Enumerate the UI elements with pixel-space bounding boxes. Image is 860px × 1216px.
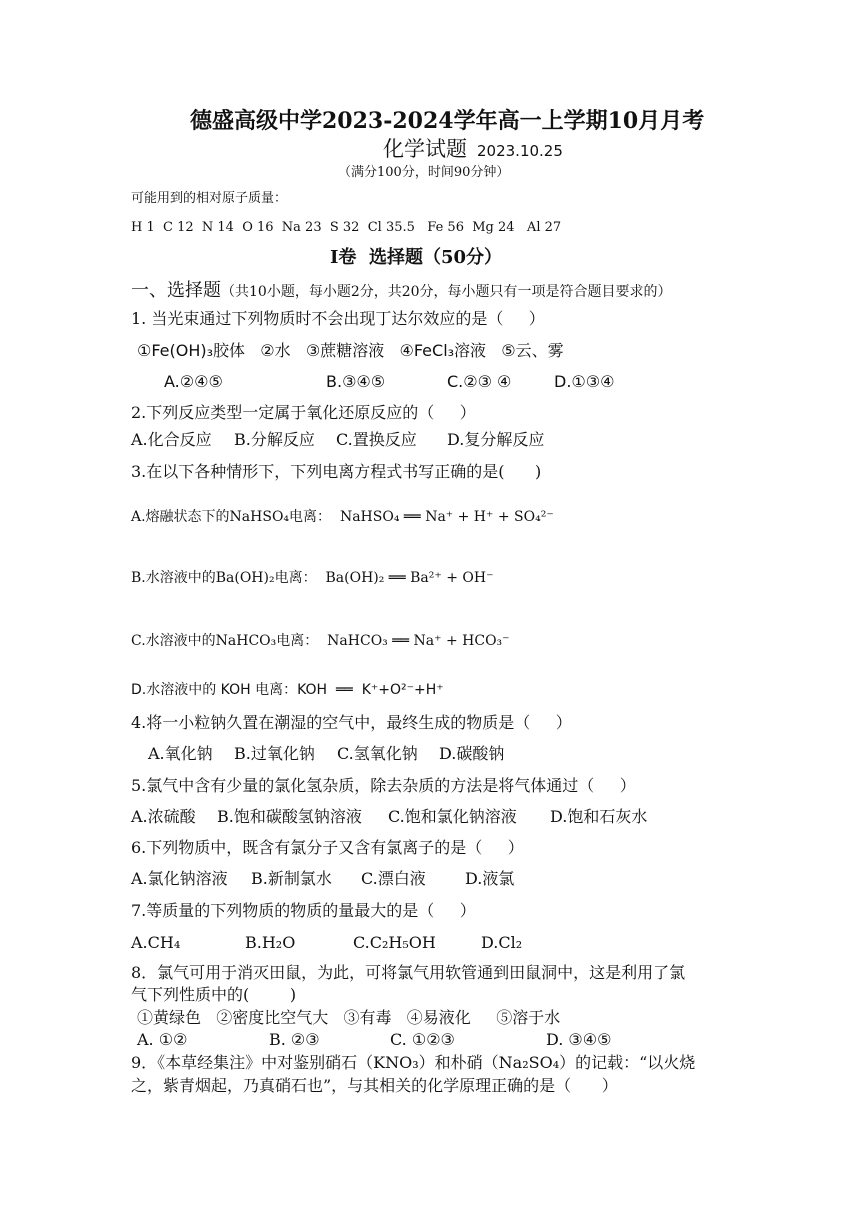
q8-stem-line1: 8．氯气可用于消灭田鼠，为此，可将氯气用软管通到田鼠洞中，这是利用了氯 [131, 963, 686, 982]
q1-items: ①Fe(OH)₃胶体 ②水 ③蔗糖溶液 ④FeCl₃溶液 ⑤云、雾 [137, 341, 564, 360]
exam-subtitle: 化学试题 [383, 137, 467, 161]
q4-option-d: D.碳酸钠 [439, 744, 505, 763]
q6-option-b: B.新制氯水 [251, 869, 332, 888]
q5-stem: 5.氯气中含有少量的氯化氢杂质，除去杂质的方法是将气体通过（ ） [131, 776, 636, 795]
q3-option-b: B.水溶液中的Ba(OH)₂电离： Ba(OH)₂ ══ Ba²⁺ + OH⁻ [131, 570, 494, 586]
q7-stem: 7.等质量的下列物质的物质的量最大的是（ ） [131, 901, 476, 920]
q4-option-b: B.过氧化钠 [234, 744, 315, 763]
q3-option-a: A.熔融状态下的NaHSO₄电离： NaHSO₄ ══ Na⁺ + H⁺ + SO₄²⁻ [131, 509, 554, 525]
q5-option-c: C.饱和氯化钠溶液 [388, 807, 517, 826]
section-title: Ⅰ卷 选择题（50分） [330, 247, 503, 268]
q7-option-a: A.CH₄ [131, 933, 181, 952]
q3-stem: 3.在以下各种情形下，下列电离方程式书写正确的是( ) [131, 462, 542, 481]
atomic-mass-label: 可能用到的相对原子质量： [131, 191, 288, 206]
q4-option-a: A.氧化钠 [148, 744, 213, 763]
q8-option-a: A. ①② [137, 1030, 188, 1049]
q5-option-d: D.饱和石灰水 [550, 807, 648, 826]
q7-option-c: C.C₂H₅OH [353, 933, 436, 952]
q6-option-a: A.氯化钠溶液 [131, 869, 228, 888]
q2-option-d: D.复分解反应 [447, 430, 545, 449]
q2-option-c: C.置换反应 [336, 430, 417, 449]
q9-stem-line1: 9．《本草经集注》中对鉴别硝石（KNO₃）和朴硝（Na₂SO₄）的记载：“以火烧 [131, 1053, 696, 1072]
q5-option-b: B.饱和碳酸氢钠溶液 [217, 807, 362, 826]
q3-option-c: C.水溶液中的NaHCO₃电离： NaHCO₃ ══ Na⁺ + HCO₃⁻ [131, 633, 510, 649]
section-intro-tail: （共10小题，每小题2分，共20分，每小题只有一项是符合题目要求的） [221, 284, 672, 300]
q3-option-d: D.水溶液中的 KOH 电离：KOH ══ K⁺+O²⁻+H⁺ [131, 682, 444, 698]
q9-stem-line2: 之，紫青烟起，乃真硝石也”，与其相关的化学原理正确的是（ ） [131, 1076, 618, 1095]
q6-option-d: D.液氯 [465, 869, 515, 888]
q5-option-a: A.浓硫酸 [131, 807, 196, 826]
q6-option-c: C.漂白液 [361, 869, 426, 888]
q8-option-b: B. ②③ [269, 1030, 320, 1049]
atomic-mass-values: H 1 C 12 N 14 O 16 Na 23 S 32 Cl 35.5 Fe 56 Mg 24 Al 27 [131, 220, 562, 235]
q8-stem-line2: 气下列性质中的( ) [131, 985, 297, 1004]
subtitle-line [383, 136, 563, 162]
q1-option-b: B.③④⑤ [326, 372, 386, 391]
q8-option-d: D. ③④⑤ [546, 1030, 612, 1049]
q7-option-d: D.Cl₂ [481, 933, 523, 952]
q6-stem: 6.下列物质中，既含有氯分子又含有氯离子的是（ ） [131, 838, 524, 857]
section-intro [131, 281, 672, 302]
q2-option-b: B.分解反应 [234, 430, 315, 449]
q1-option-d: D.①③④ [554, 372, 615, 391]
section-intro-head: 一、选择题 [131, 280, 221, 301]
exam-note: （满分100分，时间90分钟） [338, 165, 510, 180]
q2-stem: 2.下列反应类型一定属于氧化还原反应的（ ） [131, 403, 476, 422]
exam-title: 德盛高级中学2023-2024学年高一上学期10月月考 [190, 108, 705, 134]
q2-option-a: A.化合反应 [131, 430, 212, 449]
q1-stem: 1. 当光束通过下列物质时不会出现丁达尔效应的是（ ） [131, 309, 545, 328]
q8-items: ①黄绿色 ②密度比空气大 ③有毒 ④易液化 ⑤溶于水 [137, 1008, 561, 1027]
exam-date: 2023.10.25 [477, 142, 563, 160]
q7-option-b: B.H₂O [245, 933, 296, 952]
q8-option-c: C. ①②③ [390, 1030, 455, 1049]
q4-stem: 4.将一小粒钠久置在潮湿的空气中，最终生成的物质是（ ） [131, 713, 572, 732]
q1-option-a: A.②④⑤ [164, 372, 223, 391]
q1-option-c: C.②③ ④ [447, 372, 512, 391]
q4-option-c: C.氢氧化钠 [337, 744, 418, 763]
